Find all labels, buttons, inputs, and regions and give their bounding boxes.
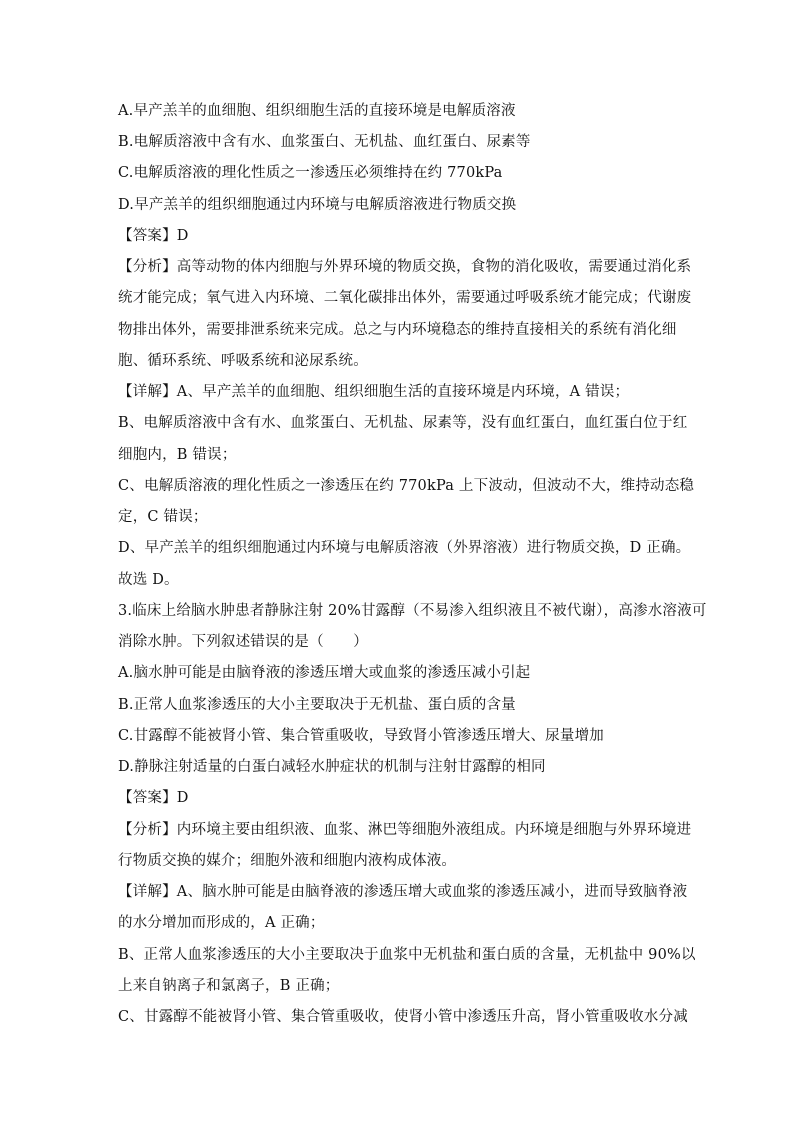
option-c-text: C.甘露醇不能被肾小管、集合管重吸收，导致肾小管渗透压增大、尿量增加 [118, 728, 604, 744]
question-3-text: 消除水肿。下列叙述错误的是（ ） [118, 634, 368, 650]
option-b-text: B.电解质溶液中含有水、血浆蛋白、无机盐、血红蛋白、尿素等 [118, 134, 531, 150]
explanation-text: 【详解】A、脑水肿可能是由脑脊液的渗透压增大或血浆的渗透压减小，进而导致脑脊液 [118, 884, 688, 900]
analysis-text: 【分析】内环境主要由组织液、血浆、淋巴等细胞外液组成。内环境是细胞与外界环境进 [118, 822, 692, 838]
conclusion-text: 故选 D。 [118, 572, 179, 588]
explanation-text: 的水分增加而形成的，A 正确； [118, 915, 325, 931]
explanation-text: C、甘露醇不能被肾小管、集合管重吸收，使肾小管中渗透压升高，肾小管重吸收水分减 [118, 1009, 688, 1025]
question-3-text: 3.临床上给脑水肿患者静脉注射 20%甘露醇（不易渗入组织液且不被代谢），高渗水溶液可 [118, 603, 707, 619]
analysis-text: 行物质交换的媒介；细胞外液和细胞内液构成体液。 [118, 853, 457, 869]
explanation-text: B、正常人血浆渗透压的大小主要取决于血浆中无机盐和蛋白质的含量，无机盐中 90%以 [118, 947, 696, 963]
analysis-text: 【分析】高等动物的体内细胞与外界环境的物质交换，食物的消化吸收，需要通过消化系 [118, 259, 692, 275]
analysis-text: 物排出体外，需要排泄系统来完成。总之与内环境稳态的维持直接相关的系统有消化细 [118, 322, 677, 338]
explanation-text: 细胞内，B 错误； [118, 447, 237, 463]
analysis-text: 统才能完成；氧气进入内环境、二氧化碳排出体外，需要通过呼吸系统才能完成；代谢废 [118, 290, 692, 306]
option-a-text: A.脑水肿可能是由脑脊液的渗透压增大或血浆的渗透压减小引起 [118, 665, 531, 681]
explanation-text: C、电解质溶液的理化性质之一渗透压在约 770kPa 上下波动，但波动不大，维持动态稳 [118, 478, 695, 494]
option-b-text: B.正常人血浆渗透压的大小主要取决于无机盐、蛋白质的含量 [118, 697, 516, 713]
option-c-text: C.电解质溶液的理化性质之一渗透压必须维持在约 770kPa [118, 165, 503, 181]
explanation-text: B、电解质溶液中含有水、血浆蛋白、无机盐、尿素等，没有血红蛋白，血红蛋白位于红 [118, 415, 688, 431]
explanation-text: 【详解】A、早产羔羊的血细胞、组织细胞生活的直接环境是内环境，A 错误； [118, 384, 630, 400]
option-d-text: D.早产羔羊的组织细胞通过内环境与电解质溶液进行物质交换 [118, 197, 517, 213]
explanation-text: 上来自钠离子和氯离子，B 正确； [118, 978, 340, 994]
explanation-text: D、早产羔羊的组织细胞通过内环境与电解质溶液（外界溶液）进行物质交换，D 正确。 [118, 540, 691, 556]
explanation-text: 定，C 错误； [118, 509, 208, 525]
analysis-text: 胞、循环系统、呼吸系统和泌尿系统。 [118, 353, 368, 369]
option-a-text: A.早产羔羊的血细胞、组织细胞生活的直接环境是电解质溶液 [118, 103, 516, 119]
answer-label: 【答案】D [118, 790, 189, 806]
option-d-text: D.静脉注射适量的白蛋白减轻水肿症状的机制与注射甘露醇的相同 [118, 759, 546, 775]
answer-label: 【答案】D [118, 228, 189, 244]
